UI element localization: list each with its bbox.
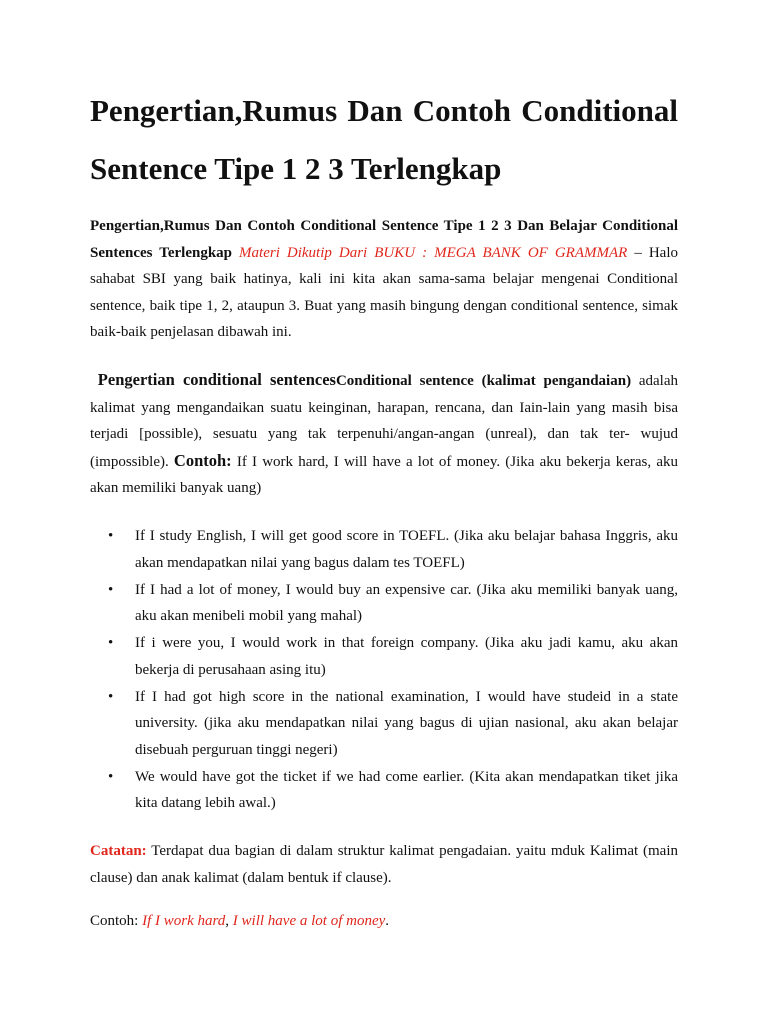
- definition-block: [90, 367, 678, 502]
- contoh-paragraph: [90, 908, 678, 935]
- contoh-text: If I work hard, I will have a lot of money. (Jika aku bekerja keras, aku akan memiliki banyak uang): [90, 453, 678, 496]
- note-paragraph: [90, 838, 678, 891]
- intro-bold-text: Pengertian,Rumus Dan Contoh Conditional Sentence Tipe 1 2 3 Dan Belajar Conditional Sentences Terlengkap: [90, 218, 678, 261]
- example-text: If I study English, I will get good score in TOEFL. (Jika aku belajar bahasa Inggris, aku akan mendapatkan nilai yang bagus dalam tes TOEFL): [135, 528, 678, 571]
- intro-paragraph: [90, 213, 678, 346]
- bullet-icon: •: [108, 768, 114, 785]
- intro-rest-text: Halo sahabat SBI yang baik hatinya, kali ini kita akan sama-sama belajar mengenai Conditional sentence, baik tipe 1, 2, ataupun 3. Buat yang masih bingung dengan conditional sentence, simak baik-baik penjelasan dibawah ini.: [90, 244, 679, 340]
- contoh-label: Contoh:: [173, 450, 232, 470]
- bullet-icon: •: [108, 528, 114, 544]
- example-text: If I had a lot of money, I would buy an expensive car. (Jika aku memiliki banyak uang, aku akan menibeli mobil yang mahal): [135, 581, 678, 624]
- list-item: [90, 523, 678, 576]
- example-text: If I had got high score in the national examination, I would have studeid in a state university. (jika aku mendapatkan nilai yang bagus di ujian nasional, aku akan belajar disebuah perguruan tinggi negeri): [135, 688, 678, 758]
- contoh2-end: .: [385, 913, 390, 929]
- examples-list-block: [90, 523, 678, 817]
- contoh2-main-clause: I will have a lot of money: [232, 913, 386, 929]
- list-item: [90, 684, 678, 764]
- title-line-2: Sentence Tipe 1 2 3 Terlengkap: [90, 151, 502, 186]
- note-block: [90, 838, 678, 891]
- list-item: [90, 577, 678, 630]
- definition-term: Conditional sentence (kalimat pengandaian): [335, 373, 632, 389]
- intro-source-text: Materi Dikutip Dari BUKU : MEGA BANK OF GRAMMAR: [239, 244, 628, 261]
- bullet-icon: •: [108, 635, 114, 651]
- definition-paragraph: [90, 367, 678, 502]
- examples-list: [90, 523, 678, 817]
- definition-body: adalah kalimat yang mengandaikan suatu keinginan, harapan, rencana, dan Iain-lain yang masih bisa terjadi [possible), sesuatu yang tak terpenuhi/angan-angan (unreal), dan tak ter- wujud (impossible).: [90, 373, 678, 470]
- contoh2-label: Contoh:: [90, 913, 143, 929]
- document-title: [90, 82, 678, 198]
- contoh-block: [90, 908, 678, 935]
- bullet-icon: •: [108, 581, 114, 598]
- title-line-1: Pengertian,Rumus Dan Contoh Conditional: [90, 93, 678, 128]
- bullet-icon: •: [108, 688, 114, 705]
- definition-heading: Pengertian conditional sentences: [97, 370, 336, 389]
- intro-paragraph-block: [90, 213, 678, 346]
- list-item: [90, 764, 678, 817]
- intro-dash: –: [627, 244, 649, 261]
- note-label: Catatan:: [90, 843, 147, 859]
- contoh2-if-clause: If I work hard: [142, 913, 226, 929]
- contoh2-separator: ,: [225, 913, 233, 929]
- example-text: We would have got the ticket if we had come earlier. (Kita akan mendapatkan tiket jika kita datang lebih awal.): [135, 768, 678, 811]
- example-text: If i were you, I would work in that foreign company. (Jika aku jadi kamu, aku akan bekerja di perusahaan asing itu): [135, 635, 678, 678]
- list-item: [90, 630, 678, 683]
- note-text: Terdapat dua bagian di dalam struktur kalimat pengadaian. yaitu mduk Kalimat (main clause) dan anak kalimat (dalam bentuk if clause).: [90, 843, 678, 886]
